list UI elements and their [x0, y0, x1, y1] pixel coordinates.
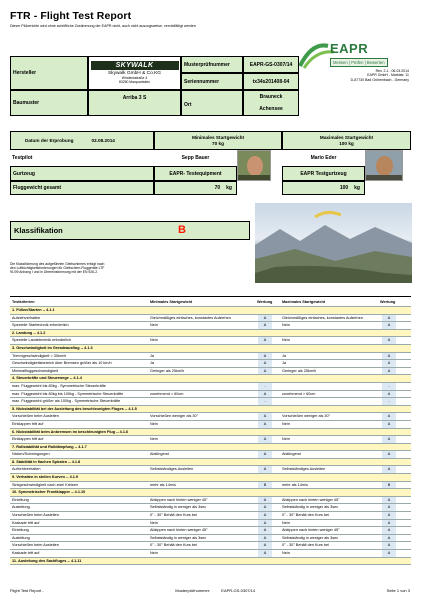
face-shape	[376, 156, 393, 176]
table-cell: Geringer als 25km/h	[282, 368, 317, 373]
table-cell: -	[258, 398, 272, 405]
table-cell: A	[382, 504, 396, 511]
table-header	[10, 297, 411, 307]
table-row	[10, 337, 411, 345]
table-cell: A	[382, 527, 396, 534]
table-cell: 1. Füllen/Starten -- 4.1.1	[12, 308, 55, 312]
hersteller-label: Hersteller	[10, 56, 88, 90]
table-row	[10, 527, 411, 535]
address-line: D-87730 Bad Grönenbach - Germany	[350, 77, 409, 82]
table-cell: Nicken/Schwingungen	[12, 452, 50, 457]
table-cell: 10. Symmetrischer Frontklapper -- 4.1.10	[12, 490, 86, 495]
table-cell: Selbstständig in weniger als 3sec	[150, 535, 207, 540]
section-row	[10, 330, 411, 338]
min-weight-header	[154, 131, 282, 150]
table-cell: Kaskade tritt auf	[12, 551, 40, 555]
min-weight-title: Minimales Startgewicht	[191, 134, 245, 140]
table-cell: Sinkgeschwindigkeit nach zwei Kreisen	[12, 482, 79, 487]
table-cell: Einleitung	[12, 528, 29, 533]
table-cell: A	[258, 504, 272, 511]
table-cell: 11. Ausleitung des Sackfluges -- 4.1.11	[12, 558, 82, 563]
table-cell: A	[258, 413, 272, 420]
table-cell: Aufziehverhalten	[12, 315, 41, 320]
max-weight-value: 100 kg	[339, 140, 354, 146]
report-subtitle: Dieser Flüberichte wird ohne schriftliche Zustimmung der EAPR nicht, auch nicht auszugsweise, vervielfältigt werden	[10, 24, 196, 28]
table-cell: 5. Nickstabilität bei der Ausleitung des beschleunigten Fluges -- 4.1.5	[12, 406, 137, 411]
klassifikation-value: B	[178, 224, 186, 236]
testpilot-label: Testpilot	[12, 155, 33, 161]
table-cell: A	[382, 497, 396, 504]
section-row	[10, 345, 411, 353]
table-cell: Selbstständiges Ausleiten	[150, 467, 194, 472]
table-cell: A	[258, 542, 272, 549]
table-cell: A	[382, 413, 396, 420]
ort-line: Brauneck	[259, 94, 283, 100]
table-cell: Abkippen nach hinten weniger 45°	[150, 497, 208, 502]
paraglider-photo	[255, 203, 412, 283]
table-cell: A	[382, 391, 396, 398]
table-cell: max. Fluggewicht bis 80kg - Symmetrische Steuerkräfte	[12, 383, 106, 388]
table-cell: Nein	[150, 520, 158, 525]
gurtzeug-label: Gurtzeug	[10, 166, 154, 181]
table-cell: Abklingend	[282, 452, 301, 457]
table-row	[10, 398, 411, 406]
table-cell: Selbstständig in weniger als 3sec	[150, 505, 207, 510]
table-cell: Nein	[150, 437, 158, 442]
table-row	[10, 497, 411, 505]
fg-min-unit: kg	[226, 185, 232, 191]
section-row	[10, 307, 411, 315]
table-cell: Geringer als 25km/h	[150, 368, 185, 373]
table-cell: A	[258, 368, 272, 375]
table-cell: zunehmend > 60cm	[150, 391, 184, 396]
pilot-min-photo	[237, 150, 271, 181]
company-address	[351, 69, 409, 82]
pilot-min: Sepp Bauer	[181, 155, 210, 161]
table-row	[10, 466, 411, 474]
table-cell: A	[258, 315, 272, 322]
pilot-max: Mario Eder	[310, 155, 337, 161]
table-cell: 6. Nickstabilität beim Anbremsen im beschleunigten Flug -- 4.1.6	[12, 429, 129, 434]
table-cell: A	[258, 466, 272, 473]
fluggewicht-label: Fluggewicht gesamt	[10, 181, 154, 195]
manufacturer-logo	[91, 61, 179, 70]
table-row	[10, 451, 411, 459]
table-cell: 7. Rollstabilität und Rolldämpfung -- 4.1.7	[12, 444, 87, 449]
datum-label: Datum der Erprobung	[25, 137, 74, 143]
table-cell: A	[258, 436, 272, 443]
ort-value	[243, 90, 299, 116]
table-cell: Nein	[282, 323, 290, 328]
table-cell: A	[382, 360, 396, 367]
table-cell: Nein	[150, 338, 158, 343]
test-table	[10, 296, 411, 565]
table-cell: 3. Geschwindigkeit im Geradeausflug -- 4.1.3	[12, 345, 93, 350]
table-cell: A	[258, 391, 272, 398]
table-cell: mehr als 14m/s	[150, 482, 176, 487]
table-cell: 0° - 30° Behält den Kurs bei	[282, 543, 329, 548]
footer-left: Flight Test Report -	[10, 588, 44, 593]
ort-label: Ort	[181, 90, 243, 116]
musterpruefnummer-value: EAPR-GS-0307/14	[243, 56, 299, 73]
section-row	[10, 474, 411, 482]
table-cell: max. Fluggewicht bis 80kg bis 100kg - Symmetrische Steuerkräfte	[12, 391, 124, 396]
shirt-shape	[238, 175, 271, 181]
table-cell: -	[382, 398, 396, 405]
address-line: EAPR GmbH - Marktstr. 11	[367, 73, 409, 78]
max-weight-title: Maximales Startgewicht	[319, 134, 374, 140]
table-row	[10, 421, 411, 429]
table-cell: A	[382, 535, 396, 542]
address-line: Rev. 2.1 - 06.03.2014	[375, 69, 409, 73]
baumuster-value: Arriba 3 S	[88, 90, 181, 116]
footer-mid	[175, 588, 255, 593]
datum-value: 03.08.2014	[91, 137, 115, 143]
table-cell: max. Fluggewicht größer als 100kg - Symmetrische Steuerkräfte	[12, 399, 121, 404]
table-row	[10, 550, 411, 558]
table-cell: A	[258, 520, 272, 527]
table-cell: Abklingend	[150, 452, 169, 457]
table-cell: Abkippen nach hinten weniger 45°	[282, 497, 340, 502]
table-cell: Spezielle Landetechnik erforderlich	[12, 338, 72, 343]
table-cell: Abkippen nach hinten weniger 45°	[150, 528, 208, 533]
table-cell: A	[382, 337, 396, 344]
gurt-min: EAPR- Testequipment	[154, 166, 237, 181]
footer-mid-label: Musterprüfnummer:	[175, 588, 211, 593]
table-cell: A	[258, 497, 272, 504]
table-cell: Abkippen nach hinten weniger 45°	[282, 528, 340, 533]
manufacturer-logo-text: SKYWALK	[115, 61, 154, 69]
pilot-max-photo	[365, 150, 403, 181]
table-cell: A	[258, 337, 272, 344]
table-cell: Ja	[150, 353, 155, 358]
manufacturer-addr: 83250 Marquartstein	[118, 80, 151, 84]
table-row	[10, 482, 411, 490]
seriennummer-label: Seriennummer	[181, 73, 243, 90]
table-row	[10, 360, 411, 368]
table-row	[10, 535, 411, 543]
shirt-shape	[366, 175, 403, 181]
table-cell: A	[382, 550, 396, 557]
table-body	[10, 307, 411, 565]
table-cell: Selbstständig in weniger als 3sec	[282, 535, 339, 540]
table-cell: Nein	[150, 551, 158, 555]
table-cell: A	[258, 527, 272, 534]
face-shape	[247, 156, 263, 176]
klassifikation-label: Klassifikation	[14, 226, 63, 235]
table-cell: Einleitung	[12, 497, 29, 502]
table-row	[10, 520, 411, 528]
musterpruefnummer-label: Musterprüfnummer	[181, 56, 243, 73]
table-cell: Trimmgeschwindigkeit > 30km/h	[12, 353, 67, 358]
page-footer	[10, 588, 410, 593]
seriennummer-value: tx34s201408-04	[243, 73, 299, 90]
table-cell: Nein	[150, 421, 158, 426]
table-cell: Nein	[282, 551, 290, 555]
fg-max-value: 100	[339, 185, 349, 191]
ort-line: Achensee	[259, 106, 283, 112]
col-header: Wertung	[257, 300, 273, 304]
table-cell: Vorschießen beim Ausleiten	[12, 414, 59, 419]
table-cell: Kaskade tritt auf	[12, 520, 40, 525]
col-header: Maximales Startgewicht	[282, 300, 326, 304]
table-row	[10, 504, 411, 512]
table-cell: Ausleitung	[12, 505, 30, 510]
landscape-scene-icon	[255, 203, 412, 283]
table-cell: A	[382, 520, 396, 527]
table-cell: Minimalfluggeschwindigkeit	[12, 368, 59, 373]
table-cell: A	[382, 436, 396, 443]
brand-name: EAPR	[330, 41, 369, 56]
table-row	[10, 436, 411, 444]
section-row	[10, 489, 411, 497]
table-cell: Ja	[150, 361, 155, 366]
col-header: Wertung	[380, 300, 396, 304]
table-cell: 0° - 30° Behält den Kurs bei	[150, 543, 197, 548]
table-cell: A	[382, 421, 396, 428]
table-cell: A	[258, 451, 272, 458]
fg-min-value: 70	[214, 185, 221, 191]
max-weight-header	[282, 131, 411, 150]
section-row	[10, 459, 411, 467]
table-cell: A	[382, 322, 396, 329]
table-cell: Gleichmäßiges einfaches, konstantes Aufziehen	[150, 315, 231, 320]
table-cell: Vorschießen beim Ausleiten	[12, 513, 59, 518]
table-cell: A	[258, 322, 272, 329]
table-cell: zunehmend > 60cm	[282, 391, 316, 396]
table-cell: A	[258, 360, 272, 367]
table-cell: A	[382, 315, 396, 322]
table-cell: -	[382, 383, 396, 390]
brand-tagline: Messen | Prüfen | Bewerten	[330, 58, 388, 67]
table-cell: Gleichmäßiges einfaches, konstantes Aufziehen	[282, 315, 363, 320]
col-header: Minimales Startgewicht	[150, 300, 193, 304]
table-cell: 8. Stabilität in flachen Spiralen -- 4.1.8	[12, 459, 81, 464]
table-row	[10, 368, 411, 376]
table-cell: B	[382, 482, 396, 489]
table-cell: Vorschießen weniger als 30°	[282, 414, 331, 419]
manufacturer-block	[88, 56, 181, 90]
section-row	[10, 375, 411, 383]
table-cell: 0° - 30° Behält den Kurs bei	[150, 513, 197, 518]
section-row	[10, 444, 411, 452]
footer-mid-value: EAPR-GS-0307/14	[221, 588, 256, 593]
manufacturer-name: Skywalk GmbH & Co.KG	[107, 71, 162, 77]
manufacturer-addr: Windeckstraße 4	[121, 76, 148, 81]
table-row	[10, 391, 411, 399]
table-cell: A	[382, 451, 396, 458]
table-row	[10, 315, 411, 323]
table-cell: Selbstständig in weniger als 3sec	[282, 505, 339, 510]
section-row	[10, 429, 411, 437]
fg-min	[154, 181, 237, 195]
table-cell: -	[258, 383, 272, 390]
section-row	[10, 406, 411, 414]
table-cell: Spezielle Starttechnik erforderlich	[12, 323, 69, 328]
table-cell: A	[382, 466, 396, 473]
table-row	[10, 383, 411, 391]
table-cell: Vorschießen beim Ausleiten	[12, 543, 59, 548]
table-cell: Nein	[282, 421, 290, 426]
table-cell: Einklappen tritt auf	[12, 437, 44, 442]
table-cell: A	[382, 542, 396, 549]
table-cell: Nein	[150, 323, 158, 328]
fg-max	[282, 181, 365, 195]
table-cell: Aufrichtverhalten	[12, 467, 41, 472]
gurt-max: EAPR Testgurtzeug	[282, 166, 365, 181]
table-cell: Geschwindigkeitsbereich über Bremsen größer als 10 km/h	[12, 361, 112, 366]
table-cell: mehr als 14m/s	[282, 482, 308, 487]
table-cell: A	[258, 421, 272, 428]
table-cell: B	[258, 482, 272, 489]
table-cell: Nein	[282, 338, 290, 343]
table-cell: A	[258, 512, 272, 519]
table-row	[10, 512, 411, 520]
table-cell: Selbstständiges Ausleiten	[282, 467, 326, 472]
section-row	[10, 558, 411, 566]
table-cell: 9. Verhalten in steilen Kurven -- 4.1.9	[12, 475, 79, 480]
min-weight-value: 70 kg	[212, 140, 224, 146]
table-row	[10, 542, 411, 550]
table-cell: 2. Landung -- 4.1.2	[12, 330, 46, 335]
table-cell: Nein	[282, 437, 290, 442]
table-cell: 4. Steuerkräfte und Steuerwege -- 4.1.4	[12, 376, 82, 381]
datum-row	[10, 131, 154, 150]
table-cell: A	[258, 550, 272, 557]
table-cell: A	[382, 512, 396, 519]
table-cell: A	[258, 353, 272, 360]
table-cell: A	[382, 368, 396, 375]
table-cell: 0° - 30° Behält den Kurs bei	[282, 513, 329, 518]
table-cell: Einklappen tritt auf	[12, 421, 44, 426]
report-title: FTR - Flight Test Report	[10, 10, 132, 22]
table-cell: Ja	[282, 353, 287, 358]
baumuster-label: Baumuster	[10, 90, 88, 116]
table-cell: Ausleitung	[12, 535, 30, 540]
table-cell: A	[258, 535, 272, 542]
table-row	[10, 413, 411, 421]
table-cell: A	[382, 353, 396, 360]
table-cell: Nein	[282, 520, 290, 525]
table-cell: Vorschießen weniger als 30°	[150, 414, 199, 419]
table-row	[10, 322, 411, 330]
footer-right: Seite 1 von 3	[386, 588, 410, 593]
col-header: Testkriterien	[12, 300, 35, 304]
fg-max-unit: kg	[354, 185, 360, 191]
klassifikation-note: Die Klassifizierung des aufgeführten Gleitschirmes erfolgt nach den Lufttüchtigkeitsforderungen für Gleitschirm-Fluggeräte LTF 91/09 Anhang I und in Übereinstimmung mit der EN 926-2.	[10, 262, 105, 275]
table-cell: Ja	[282, 361, 287, 366]
table-row	[10, 353, 411, 361]
